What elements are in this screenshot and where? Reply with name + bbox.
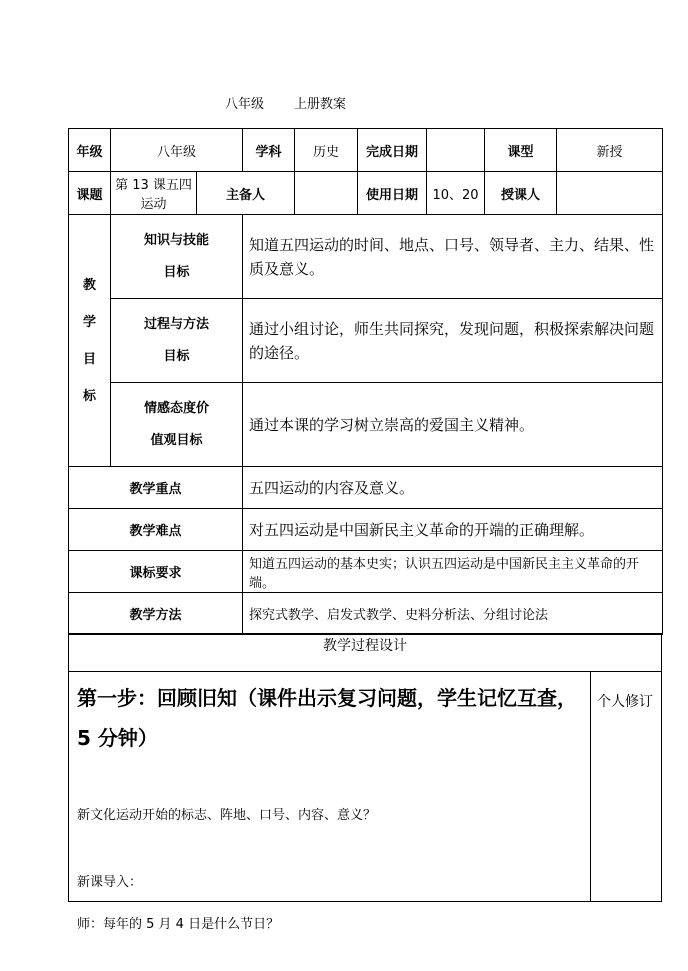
preparer-value (295, 172, 358, 215)
header-grade: 八年级 (225, 97, 265, 112)
preparer-label: 主备人 (197, 172, 295, 215)
subject-label: 学科 (243, 129, 295, 172)
intro-label: 新课导入： (77, 875, 143, 890)
objective-row (69, 299, 663, 383)
row-text: 知道五四运动的基本史实；认识五四运动是中国新民主主义革命的开端。 (243, 551, 663, 593)
objective-heading: 情感态度价 值观目标 (111, 383, 243, 467)
use-date-value: 10、20 (427, 172, 485, 215)
standard-row (69, 551, 663, 593)
info-row-1 (69, 129, 663, 172)
lesson-plan-table (68, 128, 663, 635)
topic-value: 第 13 课五四运动 (111, 172, 197, 215)
topic-label: 课题 (69, 172, 111, 215)
method-row (69, 593, 663, 635)
subject-value: 历史 (295, 129, 358, 172)
type-value: 新授 (557, 129, 663, 172)
side-note: 个人修订 (597, 694, 653, 710)
grade-label: 年级 (69, 129, 111, 172)
process-title: 教学过程设计 (69, 634, 661, 672)
row-text: 探究式教学、启发式教学、史料分析法、分组讨论法 (243, 593, 663, 635)
teacher-label: 授课人 (485, 172, 557, 215)
grade-value: 八年级 (111, 129, 243, 172)
row-label: 教学难点 (69, 509, 243, 551)
header-subtitle: 上册教案 (294, 97, 347, 112)
objective-text: 通过小组讨论，师生共同探究，发现问题，积极探索解决问题的途径。 (243, 299, 663, 383)
row-text: 对五四运动是中国新民主义革命的开端的正确理解。 (243, 509, 663, 551)
row-label: 教学重点 (69, 467, 243, 509)
teacher-line: 师：每年的 5 月 4 日是什么节日？ (77, 917, 280, 932)
step-heading: 第一步：回顾旧知（课件出示复习问题，学生记忆互查，5 分钟） (77, 686, 577, 750)
process-main (69, 672, 591, 932)
objective-row (69, 383, 663, 467)
objective-text: 知道五四运动的时间、地点、口号、领导者、主力、结果、性质及意义。 (243, 215, 663, 299)
info-row-2 (69, 172, 663, 215)
key-points-row (69, 467, 663, 509)
use-date-label: 使用日期 (358, 172, 427, 215)
objective-heading: 知识与技能 目标 (111, 215, 243, 299)
row-label: 教学方法 (69, 593, 243, 635)
objective-text: 通过本课的学习树立崇高的爱国主义精神。 (243, 383, 663, 467)
row-text: 五四运动的内容及意义。 (243, 467, 663, 509)
process-section (68, 633, 662, 932)
type-label: 课型 (485, 129, 557, 172)
objective-heading: 过程与方法 目标 (111, 299, 243, 383)
done-date-label: 完成日期 (358, 129, 427, 172)
objective-row (69, 215, 663, 299)
review-question: 新文化运动开始的标志、阵地、口号、内容、意义？ (77, 808, 377, 823)
done-date-value (427, 129, 485, 172)
objectives-side-label: 教 学 目 标 (69, 215, 111, 467)
row-label: 课标要求 (69, 551, 243, 593)
difficulty-row (69, 509, 663, 551)
teacher-value (557, 172, 663, 215)
